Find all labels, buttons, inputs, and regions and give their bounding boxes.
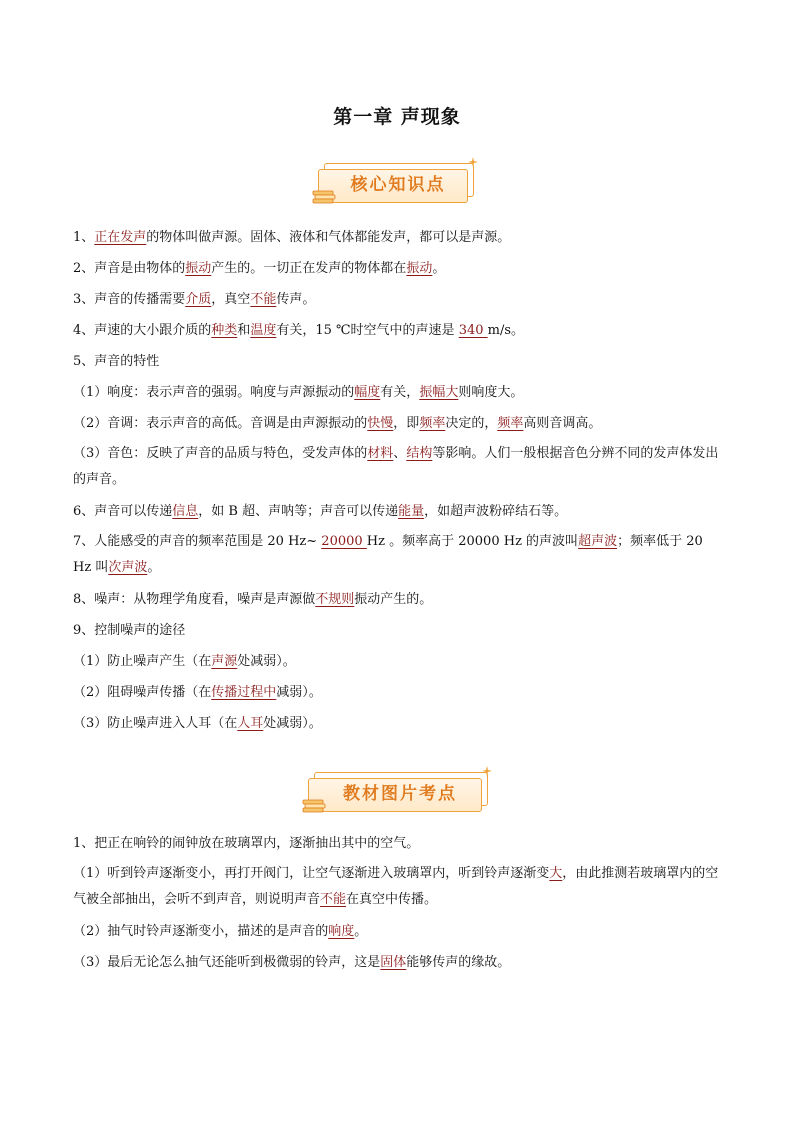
knowledge-point-line	[73, 916, 725, 947]
answer-blank: 温度	[250, 323, 277, 338]
answer-blank: 结构	[406, 446, 433, 461]
answer-blank: 正在发声	[94, 230, 147, 245]
line-text: 5、声音的特性	[73, 354, 160, 369]
line-text: 、	[393, 446, 407, 461]
line-text: （1）响度：表示声音的强弱。响度与声源振动的	[73, 385, 355, 400]
textbook-figure-list	[73, 828, 725, 978]
sparkle-icon	[468, 157, 478, 167]
line-text: 。	[147, 560, 161, 575]
line-text: 产生的。一切正在发声的物体都在	[211, 261, 407, 276]
line-text: ，如 B 超、声呐等；声音可以传递	[198, 504, 399, 519]
answer-blank: 次声波	[108, 560, 148, 575]
line-text: 振动产生的。	[354, 592, 433, 607]
line-text: （3）最后无论怎么抽气还能听到极微弱的铃声，这是	[73, 955, 381, 970]
line-text: ；频率低于 20 Hz 叫	[73, 534, 703, 575]
line-text: ，由此推测若玻璃罩内的空气被全部抽出，会听不到声音，则说明声音	[73, 866, 719, 907]
line-text: 处减弱）。	[237, 654, 296, 669]
line-text: 能够传声的缘故。	[406, 955, 511, 970]
line-text: 处减弱）。	[263, 716, 322, 731]
line-text: 1、	[73, 230, 95, 245]
line-text: 1、把正在响铃的闹钟放在玻璃罩内，逐渐抽出其中的空气。	[73, 836, 420, 851]
line-text: 则响度大。	[458, 385, 524, 400]
answer-blank: 固体	[380, 955, 407, 970]
answer-blank: 振动	[406, 261, 433, 276]
answer-blank: 幅度	[354, 385, 381, 400]
line-text: （2）抽气时铃声逐渐变小，描述的是声音的	[73, 924, 329, 939]
answer-blank: 频率	[419, 416, 446, 431]
knowledge-point-line	[73, 529, 725, 581]
answer-blank: 声源	[211, 654, 238, 669]
line-text: 决定的，	[445, 416, 498, 431]
knowledge-point-line	[73, 615, 725, 646]
answer-blank: 振动	[185, 261, 212, 276]
answer-blank: 能量	[398, 504, 425, 519]
line-text: 在真空中传播。	[346, 892, 438, 907]
knowledge-point-line	[73, 708, 725, 739]
answer-blank: 不能	[320, 892, 347, 907]
answer-blank: 介质	[185, 292, 212, 307]
line-text: 6、声音可以传递	[73, 504, 173, 519]
line-text: （1）听到铃声逐渐变小，再打开阀门，让空气逐渐进入玻璃罩内，听到铃声逐渐变	[73, 866, 550, 881]
knowledge-point-line	[73, 496, 725, 527]
knowledge-point-line	[73, 253, 725, 284]
line-text: 7、人能感受的声音的频率范围是 20 Hz~	[73, 534, 322, 549]
book-stack-icon	[312, 188, 336, 204]
knowledge-point-line	[73, 441, 725, 493]
core-knowledge-list	[73, 222, 725, 739]
answer-blank: 340	[458, 323, 488, 338]
banner-textbook-figures	[304, 772, 488, 812]
knowledge-point-line	[73, 346, 725, 377]
knowledge-point-line	[73, 584, 725, 615]
knowledge-point-line	[73, 947, 725, 978]
knowledge-point-line	[73, 284, 725, 315]
answer-blank: 振幅大	[419, 385, 459, 400]
answer-blank: 超声波	[578, 534, 618, 549]
line-text: 的物体叫做声源。固体、液体和气体都能发声，都可以是声源。	[146, 230, 511, 245]
line-text: 2、声音是由物体的	[73, 261, 186, 276]
answer-blank: 频率	[497, 416, 524, 431]
line-text: （3）防止噪声进入人耳（在	[73, 716, 238, 731]
line-text: 3、声音的传播需要	[73, 292, 186, 307]
line-text: （3）音色：反映了声音的品质与特色，受发声体的	[73, 446, 368, 461]
sparkle-icon	[482, 766, 492, 776]
answer-blank: 大	[549, 866, 563, 881]
answer-blank: 响度	[328, 924, 355, 939]
line-text: m/s。	[487, 323, 525, 338]
page-title: 第一章 声现象	[333, 106, 461, 128]
answer-blank: 信息	[172, 504, 199, 519]
banner-core-knowledge	[314, 163, 474, 203]
line-text: （2）阻碍噪声传播（在	[73, 685, 212, 700]
knowledge-point-line	[73, 646, 725, 677]
line-text: （2）音调：表示声音的高低。音调是由声源振动的	[73, 416, 368, 431]
knowledge-point-line	[73, 408, 725, 439]
line-text: 和	[237, 323, 251, 338]
line-text: 8、噪声：从物理学角度看，噪声是声源做	[73, 592, 316, 607]
line-text: 。	[354, 924, 368, 939]
line-text: 有关，	[380, 385, 420, 400]
line-text: 。	[432, 261, 446, 276]
line-text: 9、控制噪声的途径	[73, 623, 186, 638]
line-text: 高则音调高。	[523, 416, 602, 431]
line-text: 有关，15 ℃时空气中的声速是	[276, 323, 459, 338]
line-text: ，即	[393, 416, 420, 431]
line-text: ，如超声波粉碎结石等。	[424, 504, 568, 519]
banner-label: 核心知识点	[350, 175, 446, 195]
line-text: 4、声速的大小跟介质的	[73, 323, 212, 338]
line-text: 传声。	[276, 292, 316, 307]
line-text: 减弱）。	[276, 685, 322, 700]
knowledge-point-line	[73, 315, 725, 346]
answer-blank: 传播过程中	[211, 685, 277, 700]
answer-blank: 种类	[211, 323, 238, 338]
answer-blank: 不规则	[315, 592, 355, 607]
answer-blank: 人耳	[237, 716, 264, 731]
answer-blank: 快慢	[367, 416, 394, 431]
answer-blank: 材料	[367, 446, 394, 461]
knowledge-point-line	[73, 861, 725, 913]
knowledge-point-line	[73, 377, 725, 408]
line-text: Hz 。频率高于 20000 Hz 的声波叫	[366, 534, 579, 549]
knowledge-point-line	[73, 222, 725, 253]
book-stack-icon	[302, 797, 326, 813]
knowledge-point-line	[73, 677, 725, 708]
answer-blank: 20000	[321, 534, 367, 549]
line-text: 等影响。人们一般根据音色分辨不同的发声体发出的声音。	[73, 446, 719, 487]
line-text: ，真空	[211, 292, 251, 307]
banner-label: 教材图片考点	[343, 784, 457, 804]
line-text: （1）防止噪声产生（在	[73, 654, 212, 669]
knowledge-point-line	[73, 828, 725, 859]
answer-blank: 不能	[250, 292, 277, 307]
